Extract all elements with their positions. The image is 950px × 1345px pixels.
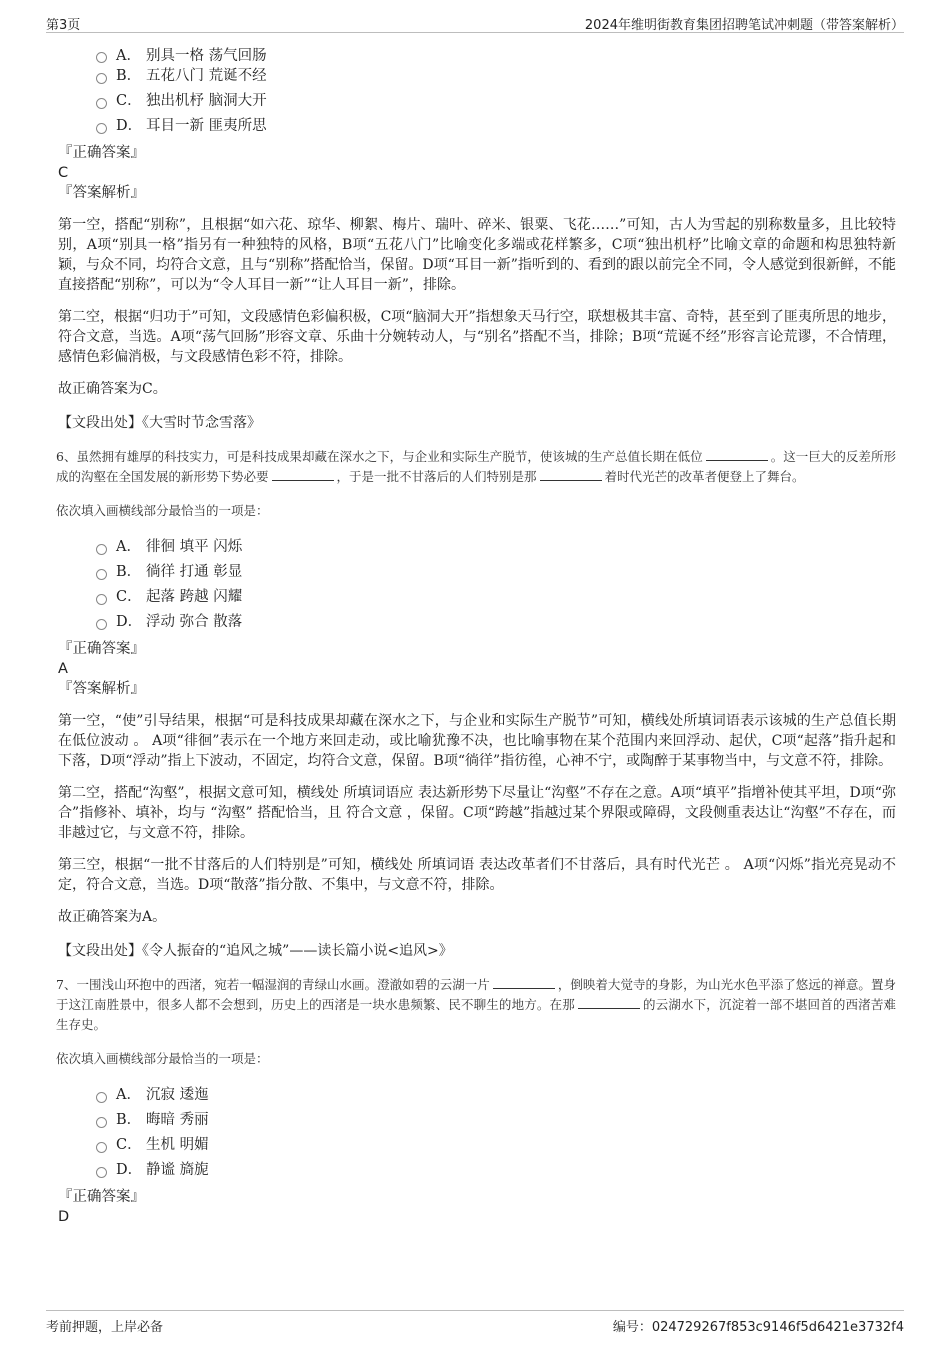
page-header (46, 10, 904, 33)
page-number: 第3页 (46, 18, 81, 33)
q5-option-d[interactable]: D． 耳目一新 匪夷所思 (96, 112, 896, 137)
q5-answer: C (58, 165, 69, 181)
q5-answer-label: 『正确答案』 (58, 145, 145, 161)
page-footer (46, 1310, 904, 1335)
footer-slogan: 考前押题，上岸必备 (46, 1320, 164, 1335)
radio-icon[interactable] (96, 73, 107, 84)
q5-analysis-label: 『答案解析』 (58, 185, 145, 201)
q6-conclusion: 故正确答案为A。 (58, 909, 167, 925)
blank-line (540, 468, 602, 481)
q7-option-a[interactable]: A． 沉寂 逶迤 (96, 1081, 896, 1106)
radio-icon[interactable] (96, 123, 107, 134)
blank-line (493, 976, 555, 989)
radio-icon[interactable] (96, 1142, 107, 1153)
q7-options (96, 1081, 896, 1181)
q5-options (96, 46, 896, 137)
radio-icon[interactable] (96, 52, 107, 63)
q6-option-b[interactable]: B． 徜徉 打通 彰显 (96, 558, 896, 583)
radio-icon[interactable] (96, 544, 107, 555)
q5-analysis-paragraph: 第二空，根据“归功于”可知，文段感情色彩偏积极，C项“脑洞大开”指想象天马行空，联想极其丰富、奇特，甚至到了匪夷所思的地步，符合文意，当选。A项“荡气回肠”形容文章、乐曲十分婉转动人，与“别名”搭配不当，排除；B项“荒诞不经”形容言论荒谬，不合情理，感情色彩偏消极，与文段感情色彩不符，排除。 (58, 309, 896, 365)
q6-analysis-paragraph: 第一空，“使”引导结果，根据“可是科技成果却藏在深水之下，与企业和实际生产脱节”可知，横线处所填词语表示该城的生产总值长期在低位波动 。 A项“徘徊”表示在一个地方来回走动，或比喻犹豫不决，也比喻事物在某个范围内来回浮动、起伏，C项“起落”指升起和下落，D项“浮动”指上下波动，不固定，均符合文意，保留。B项“徜徉”指彷徨，心神不宁，或陶醉于某事物当中，与文意不符，排除。 (58, 713, 896, 769)
q5-conclusion: 故正确答案为C。 (58, 381, 167, 397)
q6-analysis-label: 『答案解析』 (58, 681, 145, 697)
q6-option-a[interactable]: A． 徘徊 填平 闪烁 (96, 533, 896, 558)
q6-option-d[interactable]: D． 浮动 弥合 散落 (96, 608, 896, 633)
radio-icon[interactable] (96, 1092, 107, 1103)
q6-source: 【文段出处】《令人振奋的“追风之城”——读长篇小说<追风>》 (58, 943, 453, 959)
document-title: 2024年维明街教育集团招聘笔试冲刺题（带答案解析） (584, 18, 904, 33)
blank-line (706, 448, 768, 461)
blank-line (578, 996, 640, 1009)
q5-option-a[interactable]: A． 别具一格 荡气回肠 (96, 46, 896, 62)
q6-analysis-paragraph: 第三空，根据“一批不甘落后的人们特别是”可知，横线处 所填词语 表达改革者们不甘落后，具有时代光芒 。 A项“闪烁”指光亮晃动不定，符合文意，当选。D项“散落”指分散、不集中，与文意不符，排除。 (58, 857, 896, 893)
q7-option-c[interactable]: C． 生机 明媚 (96, 1131, 896, 1156)
q6-stem: 6、虽然拥有雄厚的科技实力，可是科技成果却藏在深水之下，与企业和实际生产脱节，使该城的生产总值长期在低位 。这一巨大的反差所形成的沟壑在全国发展的新形势下势必要 ，于是一批不甘落后的人们特别是那 着时代光芒的改革者便登上了舞台。 (56, 449, 896, 484)
q7-option-b[interactable]: B． 晦暗 秀丽 (96, 1106, 896, 1131)
radio-icon[interactable] (96, 1167, 107, 1178)
q6-option-c[interactable]: C． 起落 跨越 闪耀 (96, 583, 896, 608)
radio-icon[interactable] (96, 98, 107, 109)
q5-source: 【文段出处】《大雪时节念雪落》 (58, 415, 261, 431)
blank-line (272, 468, 334, 481)
q5-option-b[interactable]: B． 五花八门 荒诞不经 (96, 62, 896, 87)
q6-answer: A (58, 661, 68, 677)
radio-icon[interactable] (96, 569, 107, 580)
q7-answer-label: 『正确答案』 (58, 1189, 145, 1205)
q6-instruction: 依次填入画横线部分最恰当的一项是： (56, 503, 269, 518)
q7-stem: 7、一围浅山环抱中的西渚，宛若一幅湿润的青绿山水画。澄澈如碧的云湖一片 ，倒映着大觉寺的身影，为山光水色平添了悠远的禅意。置身于这江南胜景中，很多人都不会想到，历史上的西渚是一块水患频繁、民不聊生的地方。在那 的云湖水下，沉淀着一部不堪回首的西渚苦难生存史。 (56, 977, 896, 1032)
q7-option-d[interactable]: D． 静谧 旖旎 (96, 1156, 896, 1181)
q7-instruction: 依次填入画横线部分最恰当的一项是： (56, 1051, 269, 1066)
q6-analysis-paragraph: 第二空，搭配“沟壑”，根据文意可知，横线处 所填词语应 表达新形势下尽量让“沟壑”不存在之意。A项“填平”指增补使其平坦，D项“弥合”指修补、填补，均与 “沟壑” 搭配恰当，且 符合文意 ，保留。C项“跨越”指越过某个界限或障碍，文段侧重表达让“沟壑”不存在，而非越过它，与文意不符，排除。 (58, 785, 896, 841)
page-content (56, 42, 896, 1227)
radio-icon[interactable] (96, 1117, 107, 1128)
q7-answer: D (58, 1209, 70, 1225)
document-id: 编号：024729267f853c9146f5d6421e3732f4 (612, 1320, 904, 1335)
radio-icon[interactable] (96, 594, 107, 605)
radio-icon[interactable] (96, 619, 107, 630)
q5-option-c[interactable]: C． 独出机杼 脑洞大开 (96, 87, 896, 112)
q6-options (96, 533, 896, 633)
q6-answer-label: 『正确答案』 (58, 641, 145, 657)
q5-analysis-paragraph: 第一空，搭配“别称”，且根据“如六花、琼华、柳絮、梅片、瑞叶、碎米、银粟、飞花……”可知，古人为雪起的别称数量多，且比较特别，A项“别具一格”指另有一种独特的风格，B项“五花八门”比喻变化多端或花样繁多，C项“独出机杼”比喻文章的命题和构思独特新颖，与众不同，均符合文意，且与“别称”搭配恰当，保留。D项“耳目一新”指听到的、看到的跟以前完全不同，令人感觉到很新鲜，不能直接搭配“别称”，可以为“令人耳目一新”“让人耳目一新”，排除。 (58, 217, 896, 293)
